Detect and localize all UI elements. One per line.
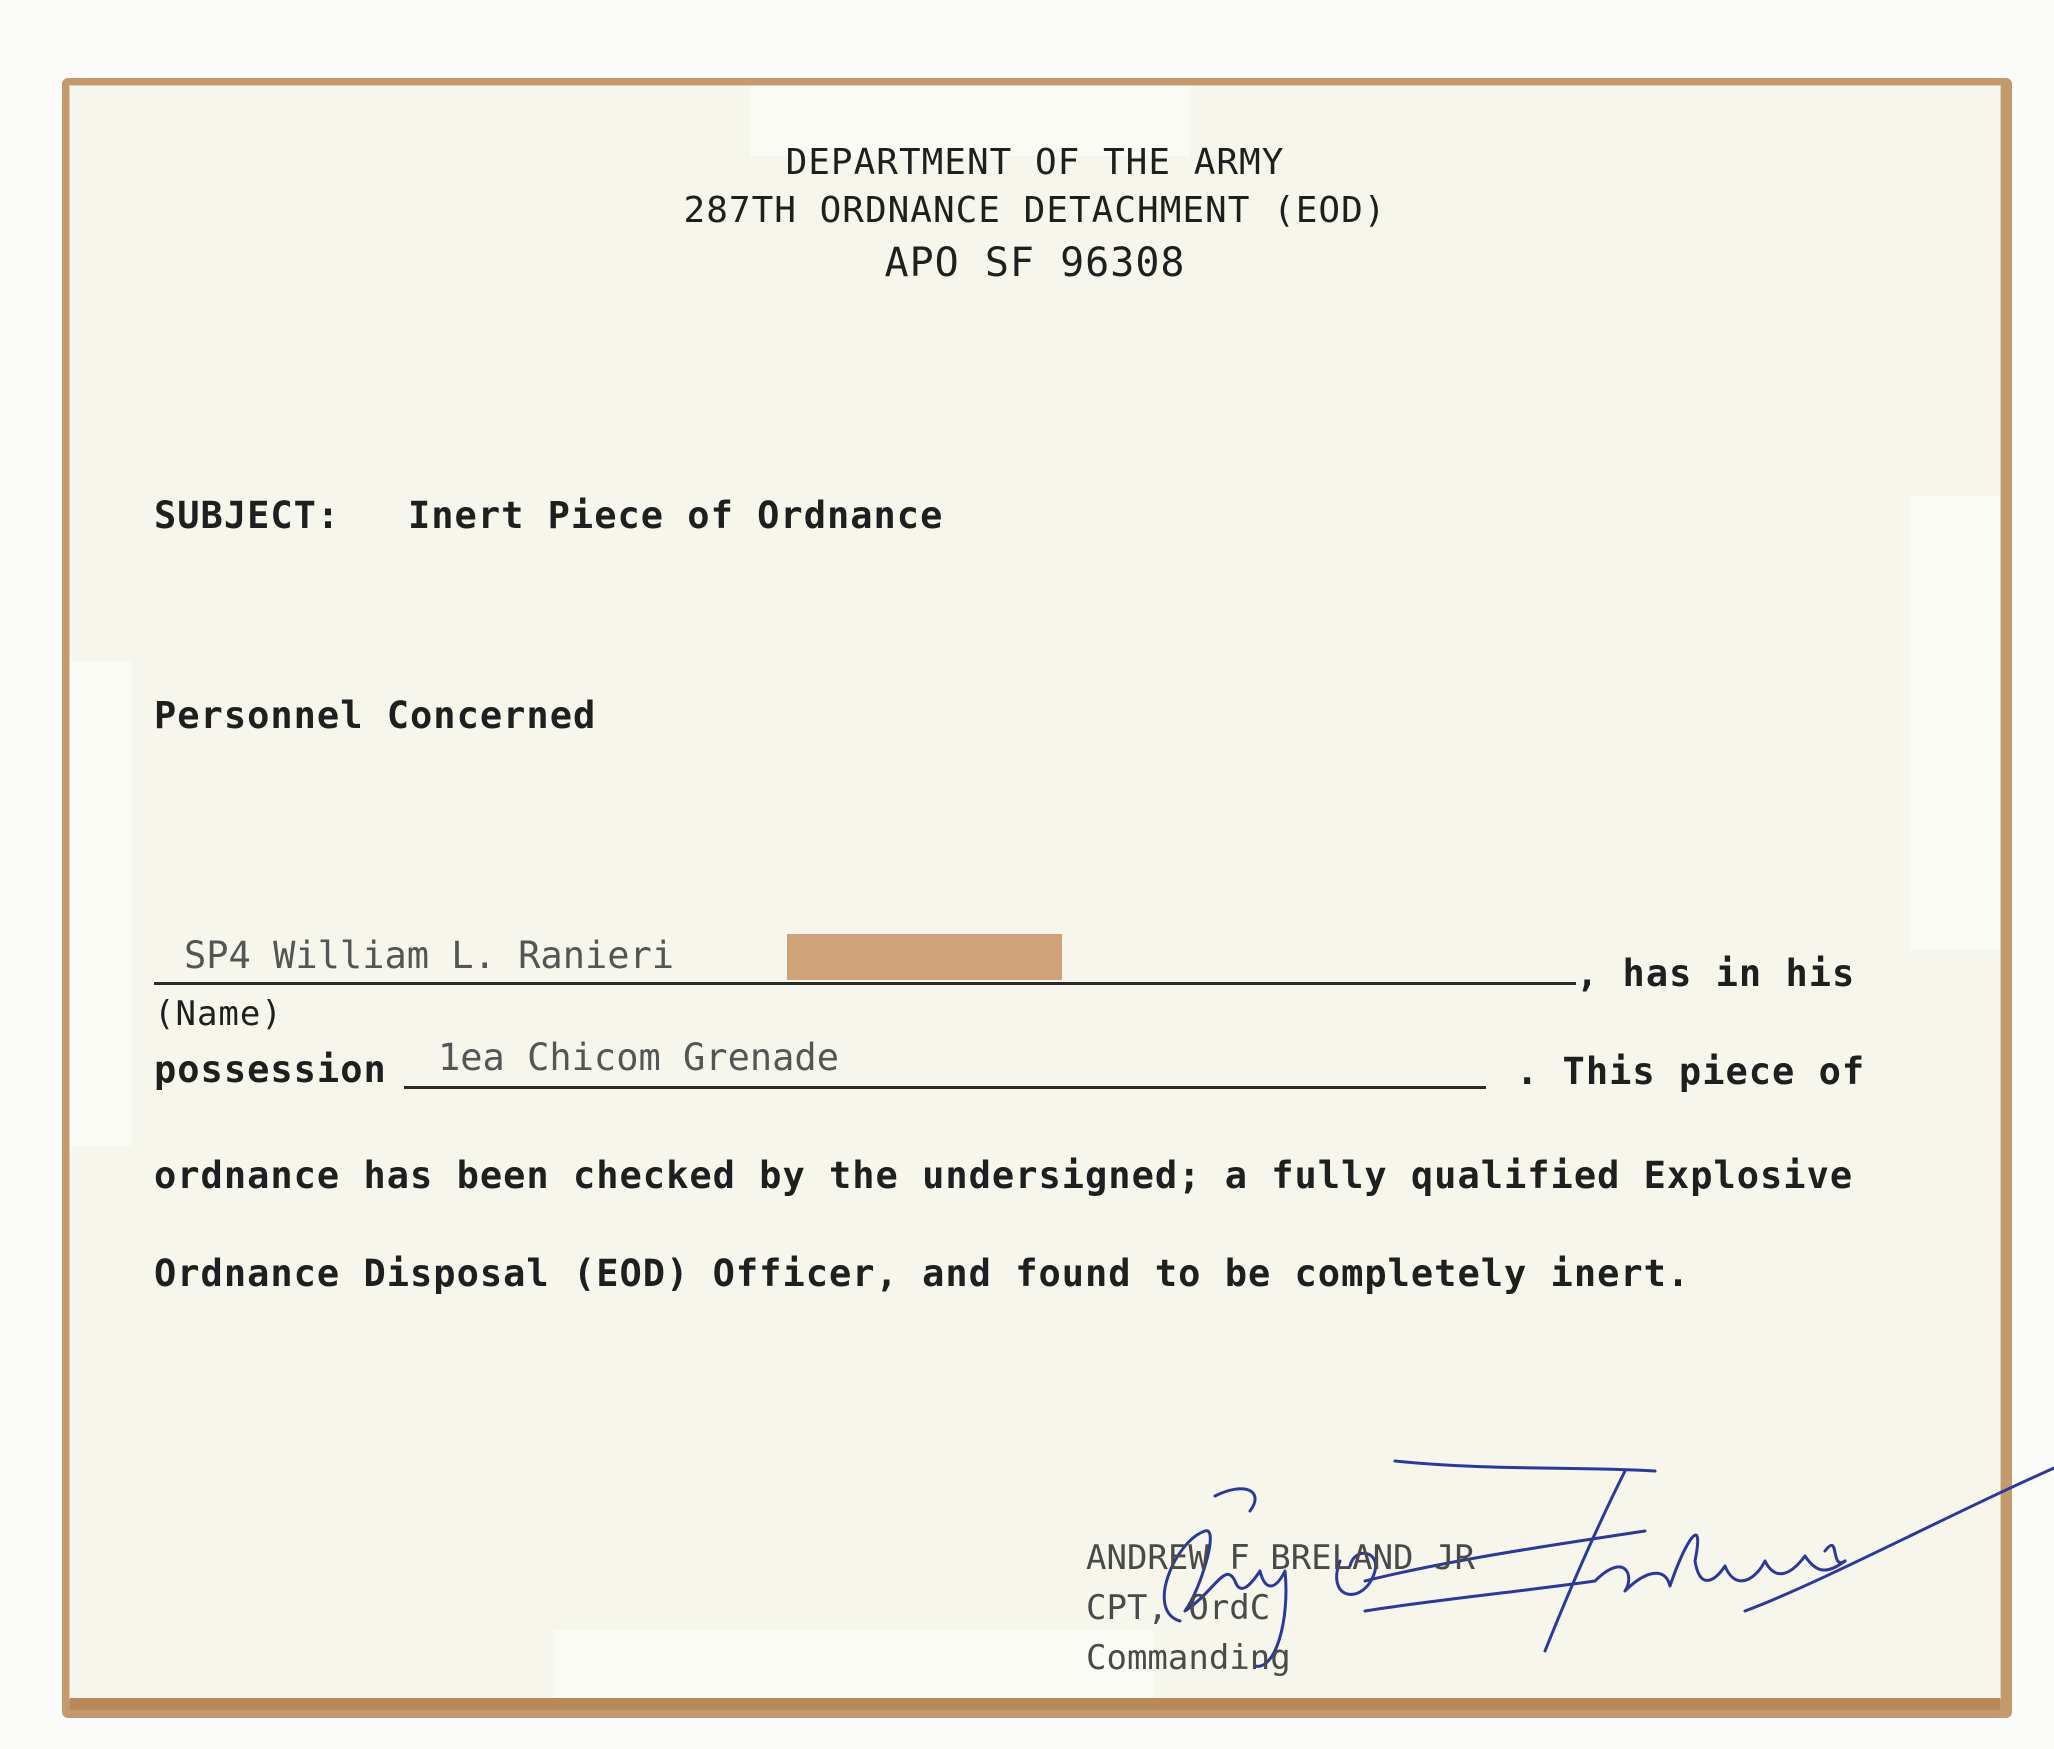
- after-possession-text: . This piece of: [1516, 1050, 1866, 1093]
- signer-title: Commanding: [1086, 1638, 1291, 1678]
- signer-name: ANDREW F BRELAND JR: [1086, 1538, 1475, 1578]
- name-caption: (Name): [154, 994, 283, 1034]
- header-unit: 287TH ORDNANCE DETACHMENT (EOD): [683, 190, 1387, 231]
- possession-underline: [404, 1086, 1486, 1089]
- possession-value: 1ea Chicom Grenade: [438, 1036, 839, 1079]
- name-value: SP4 William L. Ranieri: [184, 934, 675, 977]
- tape-strip-bottom: [554, 1630, 1154, 1698]
- personnel-heading: Personnel Concerned: [154, 694, 597, 737]
- tape-strip-right: [1910, 496, 2000, 951]
- subject-value: Inert Piece of Ordnance: [408, 494, 944, 537]
- signer-rank: CPT, OrdC: [1086, 1588, 1271, 1628]
- body-line-4: Ordnance Disposal (EOD) Officer, and found to be completely inert.: [154, 1252, 1691, 1295]
- subject-label: SUBJECT:: [154, 494, 341, 537]
- tape-strip-left: [70, 661, 132, 1146]
- body-line-3: ordnance has been checked by the undersigned; a fully qualified Explosive: [154, 1154, 1854, 1197]
- possession-label: possession: [154, 1048, 387, 1091]
- redacted-block: [787, 934, 1062, 980]
- header-apo: APO SF 96308: [884, 240, 1186, 286]
- document-card: [70, 86, 2000, 1698]
- name-underline: [154, 982, 1576, 985]
- header-department: DEPARTMENT OF THE ARMY: [785, 142, 1285, 183]
- after-name-text: , has in his: [1576, 952, 1856, 995]
